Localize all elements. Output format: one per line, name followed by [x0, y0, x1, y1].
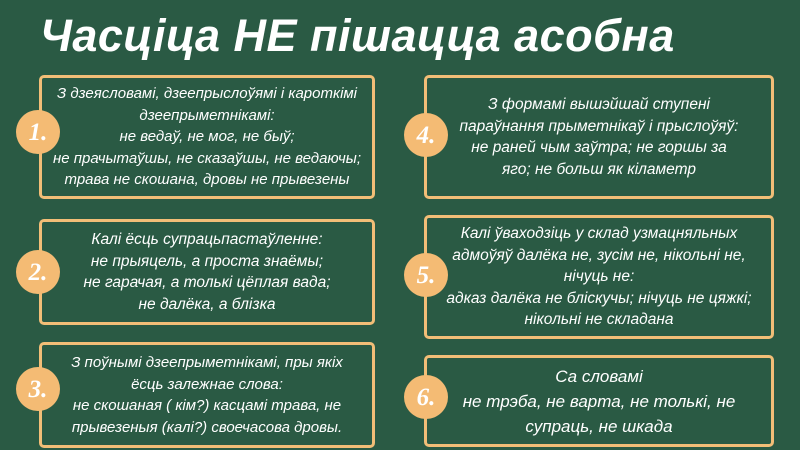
rule-card-line: Калі ўваходзіць у склад узмацняльных [460, 225, 738, 243]
rule-card-line: супраць, не шкада [525, 416, 673, 436]
rule-card-5 [424, 215, 774, 339]
rule-card-line: не скошаная ( кім?) касцамі трава, не [72, 397, 342, 414]
number-badge-1: 1. [16, 110, 60, 154]
rule-card-line: прывезеныя (калі?) своечасова дровы. [71, 418, 343, 436]
rule-card-line: ёсць залежнае слова: [131, 375, 283, 393]
number-badge-5: 5. [404, 253, 448, 297]
number-badge-2: 2. [16, 250, 60, 294]
rule-card-6 [424, 355, 774, 447]
rule-card-1 [39, 75, 375, 199]
rule-card-line: не трэба, не варта, не толькі, не [462, 391, 736, 411]
number-badge-3: 3. [16, 367, 60, 411]
rule-card-line: не ведаў, не мог, не быў; [119, 128, 295, 146]
rule-card-2 [39, 219, 375, 325]
rule-card-3 [39, 342, 375, 448]
rule-card-line: нічуць не: [563, 268, 635, 286]
rule-card-line: не далёка, а блізка [138, 295, 276, 313]
rule-card-line: З формамі вышэйшай ступені [488, 96, 710, 113]
rule-card-line: трава не скошана, дровы не прывезены [64, 171, 350, 189]
rule-card-line: Са словамі [555, 366, 643, 386]
number-badge-6: 6. [404, 375, 448, 419]
rule-card-line: не прыяцель, а проста знаёмы; [90, 252, 324, 270]
rule-card-line: дзеепрыметнікамі: [139, 106, 275, 124]
rule-card-line: З дзеясловамі, дзеепрыслоўямі і кароткімі [56, 85, 358, 103]
page-title: Часціца НЕ пішацца асобна [40, 10, 675, 61]
rule-card-4 [424, 75, 774, 199]
rule-card-line: не гарачая, а толькі цёплая вада; [83, 274, 331, 291]
rule-card-line: параўнання прыметнікаў і прыслоўяў: [459, 117, 739, 135]
rule-card-line: не раней чым заўтра; не горшы за [471, 139, 727, 156]
rule-card-line: нікольні не складана [524, 311, 674, 329]
rule-card-line: адказ далёка не бліскучы; нічуць не цяжкі; [446, 289, 752, 307]
rule-card-line: яго; не больш як кіламетр [502, 160, 696, 178]
rule-card-line: З поўнымі дзеепрыметнікамі, пры якіх [71, 354, 343, 371]
rule-card-line: адмоўяў далёка не, зусім не, нікольні не, [452, 246, 746, 264]
number-badge-4: 4. [404, 113, 448, 157]
rule-card-line: не прачытаўшы, не сказаўшы, не ведаючы; [53, 149, 361, 167]
rule-card-line: Калі ёсць супрацьпастаўленне: [91, 231, 323, 248]
